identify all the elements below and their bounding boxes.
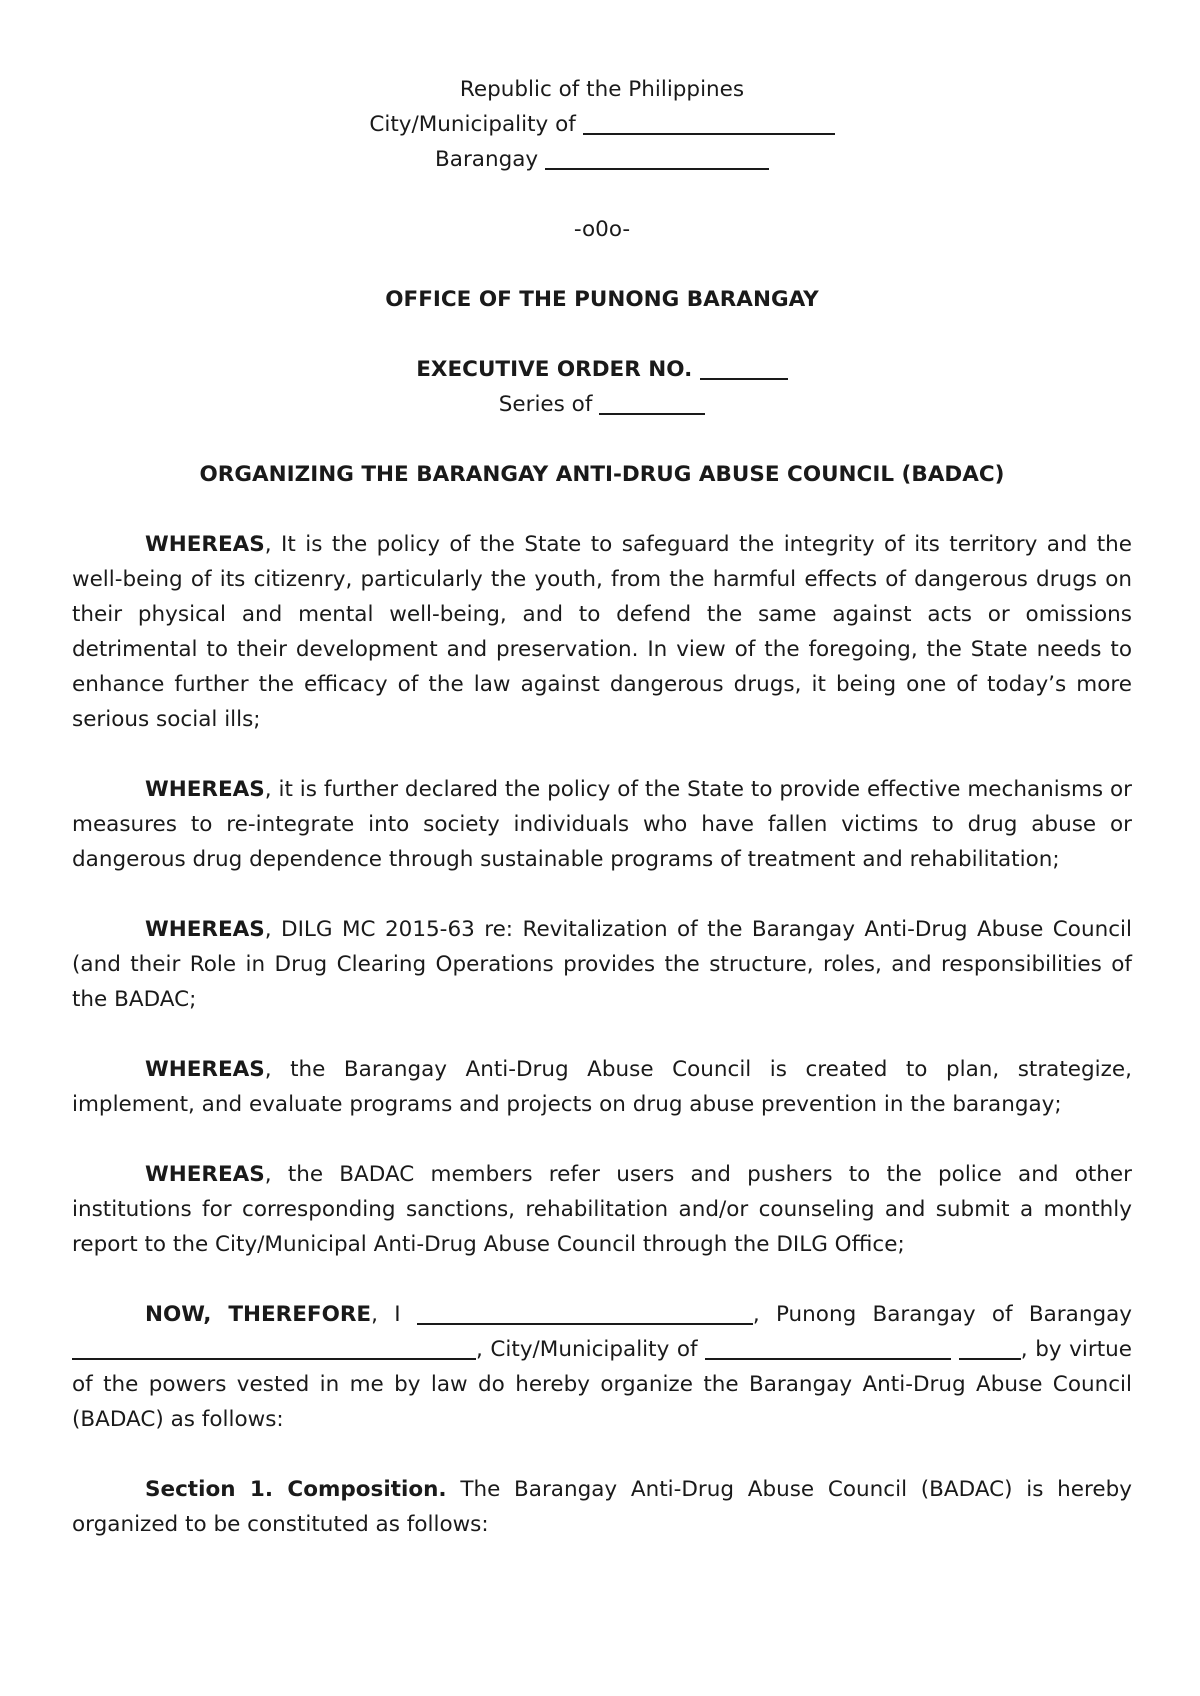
office-heading: OFFICE OF THE PUNONG BARANGAY: [385, 287, 819, 312]
city-blank: [583, 111, 835, 135]
barangay-name-blank: [72, 1336, 476, 1360]
section-1-paragraph: Section 1. Composition. The Barangay Anti-Drug Abuse Council (BADAC) is hereby organized to be constituted as follows:: [72, 1477, 1132, 1537]
punong-barangay-name-blank: [417, 1301, 753, 1325]
whereas-paragraph-1: WHEREAS, It is the policy of the State to safeguard the integrity of its territory and the well-being of its citizenry, particularly the youth, from the harmful effects of dangerous drugs on their physical and mental well-being, and to defend the same against acts or omissions detrimental to their development and preservation. In view of the foregoing, the State needs to enhance further the efficacy of the law against dangerous drugs, it being one of today’s more serious social ills;: [72, 532, 1132, 732]
series-blank: [599, 391, 705, 415]
whereas-paragraph-3: WHEREAS, DILG MC 2015-63 re: Revitalization of the Barangay Anti-Drug Abuse Council (and their Role in Drug Clearing Operations provides the structure, roles, and responsibilities of the BADAC;: [72, 917, 1132, 1012]
header-city-line: City/Municipality of: [72, 107, 1132, 142]
province-blank: [959, 1336, 1021, 1360]
header-republic: Republic of the Philippines: [459, 77, 745, 102]
order-title: ORGANIZING THE BARANGAY ANTI-DRUG ABUSE COUNCIL (BADAC): [199, 462, 1005, 487]
barangay-blank: [545, 146, 769, 170]
therefore-paragraph: NOW, THEREFORE, I , Punong Barangay of Barangay , City/Municipality of , by virtue of the powers vested in me by law do hereby organize the Barangay Anti-Drug Abuse Council (BADAC) as follows:: [72, 1302, 1132, 1432]
separator: -o0o-: [573, 217, 631, 242]
whereas-paragraph-2: WHEREAS, it is further declared the policy of the State to provide effective mechanisms or measures to re-integrate into society individuals who have fallen victims to drug abuse or dangerous drug dependence through sustainable programs of treatment and rehabilitation;: [72, 777, 1132, 872]
whereas-paragraph-5: WHEREAS, the BADAC members refer users and pushers to the police and other institutions for corresponding sanctions, rehabilitation and/or counseling and submit a monthly report to the City/Municipal Anti-Drug Abuse Council through the DILG Office;: [72, 1162, 1132, 1257]
header-barangay-line: Barangay: [72, 142, 1132, 177]
city-name-blank: [705, 1336, 951, 1360]
series-line: Series of: [72, 387, 1132, 422]
whereas-paragraph-4: WHEREAS, the Barangay Anti-Drug Abuse Council is created to plan, strategize, implement, and evaluate programs and projects on drug abuse prevention in the barangay;: [72, 1057, 1132, 1117]
executive-order-line: EXECUTIVE ORDER NO.: [72, 352, 1132, 387]
eo-number-blank: [700, 356, 788, 380]
